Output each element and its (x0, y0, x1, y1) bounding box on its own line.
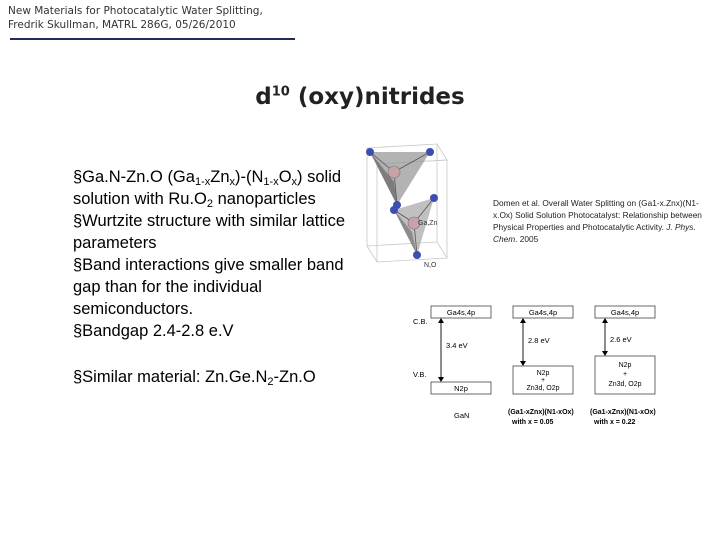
bullet-band-interactions: §Band interactions give smaller band gap than for the individual semiconductors. (73, 256, 344, 318)
col2-plus: + (540, 377, 546, 384)
anion-atom (390, 206, 398, 214)
col3-n2p-label: N2p (618, 362, 632, 369)
col1-top-label: Ga4s,4p (446, 308, 476, 317)
anion-site-label: N,O (424, 262, 437, 269)
band-diagram (405, 296, 705, 436)
col1-bottom-label: N2p (454, 384, 468, 393)
col2-caption-2: with x = 0.05 (512, 419, 554, 426)
header-divider (10, 38, 295, 40)
bullet-similar-material: §Similar material: $Zn.Ge.N_2-Zn.O$ (73, 368, 316, 388)
col1-gap-label: 3.4 eV (446, 341, 468, 350)
col2-gap-label: 2.8 eV (528, 336, 550, 345)
col2-n2p-label: N2p (536, 370, 550, 377)
col3-top-label: Ga4s,4p (610, 308, 640, 317)
bullet-list (73, 166, 353, 388)
journal-name: J. Phys. Chem (493, 222, 696, 244)
anion-atom (413, 251, 421, 259)
col2-caption-1: (Ga1-xZnx)(N1-xOx) (508, 409, 574, 416)
col2-zn-label: Zn3d, O2p (526, 385, 560, 392)
col3-zn-label: Zn3d, O2p (608, 381, 642, 388)
crystal-structure-figure (352, 140, 472, 270)
reference-citation: Domen et al. Overall Water Splitting on (Ga1-x.Znx)(N1-x.Ox) Solid Solution Photocatalyst: Relationship between Physical Properties and Photocatalytic Activity. J. Phys. Chem. 2005 (493, 198, 702, 244)
valence-band-label: V.B. (413, 370, 427, 379)
header-line-2: Fredrik Skullman, MATRL 286G, 05/26/2010 (8, 19, 236, 31)
anion-atom (366, 148, 374, 156)
bullet-wurtzite: §Wurtzite structure with similar lattice parameters (73, 212, 346, 252)
slide-title: $d^{10}$ (oxy)nitrides (255, 84, 465, 110)
col3-plus: + (622, 371, 628, 378)
col3-caption-2: with x = 0.22 (594, 419, 636, 426)
title-superscript: 10 (271, 84, 290, 100)
anion-atom (430, 194, 438, 202)
col2-top-label: Ga4s,4p (528, 308, 558, 317)
metal-site-label: Ga,Zn (418, 220, 438, 227)
header-line-1: New Materials for Photocatalytic Water Splitting, (8, 5, 263, 17)
bullet-bandgap: §Bandgap 2.4-2.8 e.V (73, 322, 234, 340)
cation-atom (388, 166, 400, 178)
conduction-band-label: C.B. (413, 317, 428, 326)
col1-caption: GaN (454, 411, 470, 420)
slide-header (8, 4, 263, 32)
bullet-solid-solution: §Ga.N-Zn.O $(Ga_{1-x}Zn_x)-(N_{1-x}O_x)$ solid solution with $Ru.O_2$ nanoparticles (73, 168, 342, 210)
col3-gap-label: 2.6 eV (610, 335, 632, 344)
anion-atom (426, 148, 434, 156)
col3-caption-1: (Ga1-xZnx)(N1-xOx) (590, 409, 656, 416)
